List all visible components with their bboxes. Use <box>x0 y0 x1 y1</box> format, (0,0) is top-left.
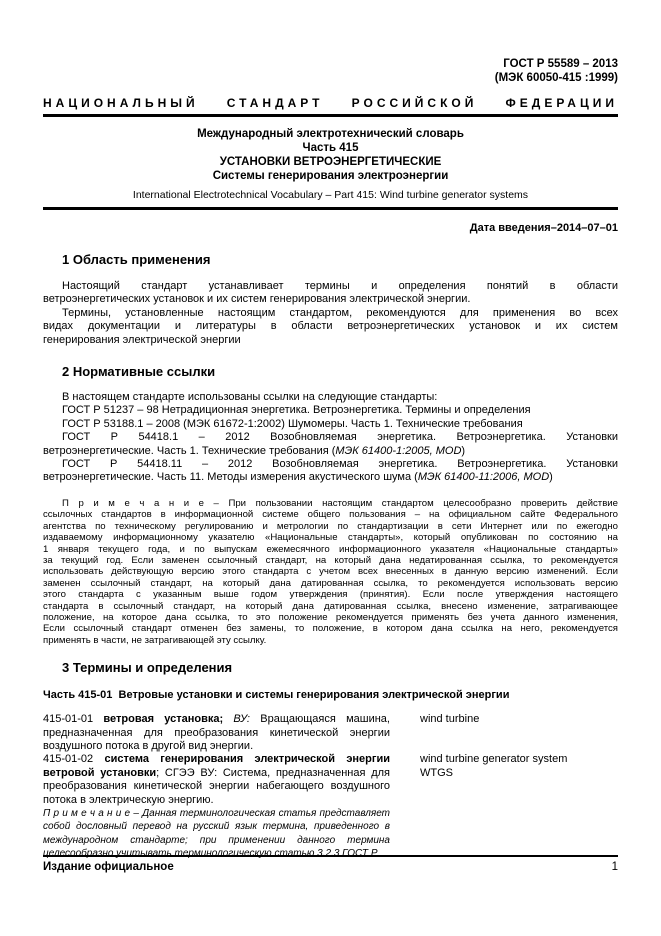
ref-item-3-line1: ГОСТ Р 54418.1 – 2012 Возобновляемая энергетика. Ветроэнергетика. Установки <box>62 431 618 444</box>
doc-code-line2: (МЭК 60050-415 :1999) <box>494 72 618 84</box>
title-en: International Electrotechnical Vocabulary – Part 415: Wind turbine generator systems <box>132 189 529 201</box>
term-1-term: ветровая установка; <box>103 713 224 726</box>
ref-item-2: ГОСТ Р 53188.1 – 2008 (МЭК 61672-1:2002) Шумомеры. Часть 1. Технические требования <box>62 417 523 430</box>
term-entry-1: 415-01-01 ветровая установка; ВУ: Вращающаяся машина, предназначенная для преобразования кинетической энергии воздушного потока в другой вид энергии. <box>43 713 390 752</box>
ref-item-3 <box>43 431 618 458</box>
term-2-term-line1: система генерирования электрической энергии <box>104 753 390 766</box>
ref-item-4 <box>43 458 618 485</box>
part-heading: Часть 415-01 Ветровые установки и системы генерирования электрической энергии <box>43 689 510 702</box>
term-1-english: wind turbine <box>420 713 480 726</box>
term-2-line1 <box>43 753 390 766</box>
national-standard-banner: НАЦИОНАЛЬНЫЙ СТАНДАРТ РОССИЙСКОЙ ФЕДЕРАЦИИ <box>43 96 618 117</box>
term-1-line1: 415-01-01 ветровая установка; ВУ: Вращающаяся машина, <box>43 713 390 726</box>
term-1-abbr: ВУ: <box>233 713 250 726</box>
doc-code-block <box>43 57 618 85</box>
refs-note: П р и м е ч а н и е – При пользовании настоящим стандартом целесообразно проверить действие ссылочных стандартов в информационной системе общего пользования – на официальном сайте Федерального агентства по техническому регулированию и метрологии по стандартизации в сети Интернет или по ежегодно издаваемому информационному указателю «Национальные стандарты», который опубликован по состоянию на 1 января текущего года, и по выпускам ежемесячного информационного указателя «Национальные стандарты» за текущий год. Если заменен ссылочный стандарт, на который дана недатированная ссылка, то рекомендуется использовать действующую версию этого стандарта с учетом всех внесенных в данную версию изменений. Если заменен ссылочный стандарт, на который дана датированная ссылка, то рекомендуется использовать версию этого стандарта с указанным выше годом утверждения (принятия). Если после утверждения настоящего стандарта в ссылочный стандарт, на который дана датированная ссылка, внесено изменение, затрагивающее положение, на которое дана ссылка, то это положение рекомендуется применять без учета данного изменения, Если ссылочный стандарт отменен без замены, то положение, в котором дана ссылка на него, рекомендуется применять в части, не затрагивающей эту ссылку. <box>43 497 618 646</box>
title-ru-line1: Международный электротехнический словарь <box>197 128 464 140</box>
term-2-line2: ветровой установки; СГЭЭ ВУ: Система, предназначенная для <box>43 766 390 779</box>
edition-label: Издание официальное <box>43 861 174 873</box>
title-ru-line3: УСТАНОВКИ ВЕТРОЭНЕРГЕТИЧЕСКИЕ <box>219 156 442 168</box>
term-entry-2: 415-01-02 система генерирования электрической энергии ветровой установки; СГЭЭ ВУ: Система, предназначенная для преобразования кинетической энергии набегающего воздушного потока в электрическую энергию. П р и м е ч а н и е – Данная терминологическая статья представляет собой дословный перевод на русский язык термина, приведенного в международном стандарте; при применении данного термина целесообразно учитывать терминологическую статью 3.2.3 ГОСТ Р <box>43 753 390 859</box>
term-2-english: wind turbine generator system WTGS <box>420 753 568 779</box>
title-block-ru <box>43 127 618 183</box>
page-number: 1 <box>611 861 618 873</box>
term-2-number: 415-01-02 <box>43 753 94 766</box>
term-2-term-line2: ветровой установки <box>43 766 157 779</box>
page-footer <box>43 855 618 873</box>
divider-rule <box>43 207 618 210</box>
scope-paragraph-1: Настоящий стандарт устанавливает термины и определения понятий в области ветроэнергетических установок и их систем генерирования электрической энергии. <box>43 280 618 306</box>
section-heading-scope: 1 Область применения <box>62 252 211 267</box>
doc-code-line1: ГОСТ Р 55589 – 2013 <box>503 58 618 70</box>
term-1-number: 415-01-01 <box>43 713 94 726</box>
title-ru-line4: Системы генерирования электроэнергии <box>212 170 449 182</box>
section-heading-normative-refs: 2 Нормативные ссылки <box>62 364 216 380</box>
refs-intro: В настоящем стандарте использованы ссылки на следующие стандарты: <box>62 391 438 404</box>
ref-item-3-line2: ветроэнергетические. Часть 1. Технические требования (МЭК 61400-1:2005, MOD) <box>43 444 466 457</box>
term-2-note: П р и м е ч а н и е – Данная терминологическая статья представляет собой дословный перевод на русский язык термина, приведенного в международном стандарте; при применении данного термина целесообразно учитывать терминологическую статью 3.2.3 ГОСТ Р <box>43 808 390 859</box>
section-heading-terms: 3 Термины и определения <box>62 660 233 676</box>
scope-paragraph-2: Термины, установленные настоящим стандартом, рекомендуются для применения во всех видах документации и литературы в области ветроэнергетических установок и их систем генерирования электрической энергии <box>43 306 618 346</box>
ref-item-4-line2: ветроэнергетические. Часть 11. Методы измерения акустического шума (МЭК 61400-11:2006, MOD) <box>43 471 553 484</box>
effective-date: Дата введения–2014–07–01 <box>469 222 618 234</box>
ref-item-4-line1: ГОСТ Р 54418.11 – 2012 Возобновляемая энергетика. Ветроэнергетика. Установки <box>62 458 618 471</box>
ref-item-1: ГОСТ Р 51237 – 98 Нетрадиционная энергетика. Ветроэнергетика. Термины и определения <box>62 404 531 417</box>
title-ru-line2: Часть 415 <box>302 142 359 154</box>
page-content <box>43 0 618 860</box>
terms-table <box>43 713 618 860</box>
